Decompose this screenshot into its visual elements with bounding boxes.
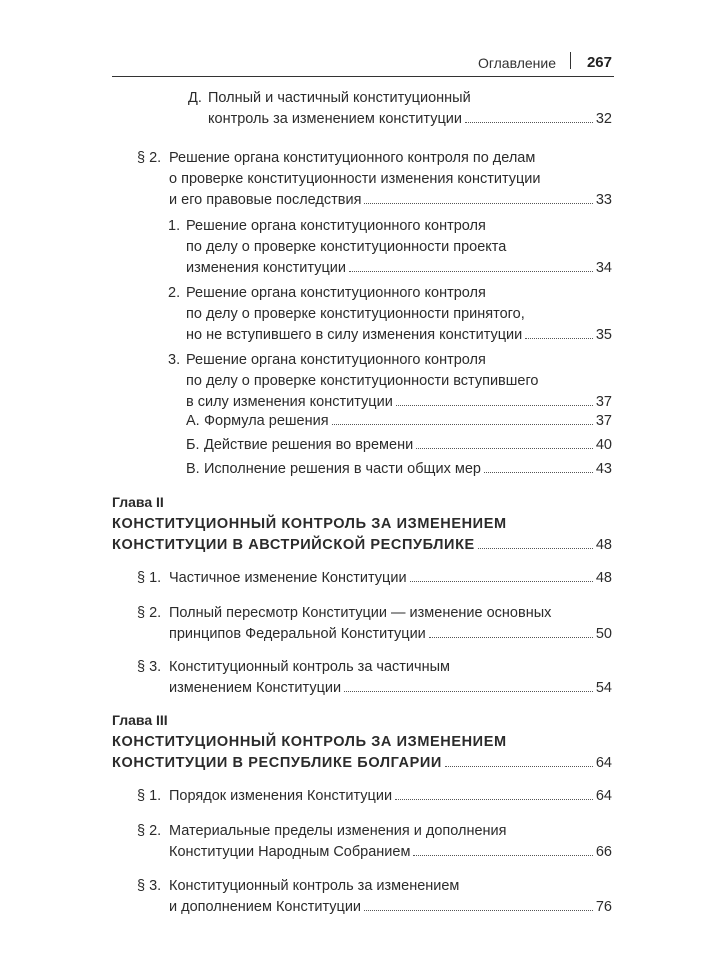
toc-entry-text: изменением Конституции [169, 680, 342, 696]
leader-dots [364, 910, 593, 911]
toc-entry-prefix: § 1. [137, 570, 162, 586]
toc-entry-page: 40 [595, 437, 612, 453]
toc-entry-text: Полный пересмотр Конституции — изменение основных [169, 605, 552, 621]
toc-entry-page: 32 [595, 111, 612, 127]
leader-dots [413, 855, 592, 856]
toc-entry-page: 54 [595, 680, 612, 696]
toc-entry-text: Частичное изменение Конституции [169, 570, 407, 586]
toc-entry[interactable] [137, 657, 612, 699]
toc-entry-text: по делу о проверке конституционности принятого, [186, 306, 525, 322]
toc-entry[interactable] [188, 88, 612, 130]
toc-entry[interactable] [137, 786, 612, 807]
toc-entry[interactable] [186, 411, 612, 432]
toc-entry-text: Решение органа конституционного контроля [186, 285, 486, 301]
toc-entry-prefix: § 1. [137, 788, 162, 804]
toc-entry-text: о проверке конституционности изменения конституции [169, 171, 541, 187]
leader-dots [410, 581, 593, 582]
leader-dots [349, 271, 593, 272]
leader-dots [478, 548, 593, 549]
leader-dots [429, 637, 593, 638]
leader-dots [332, 424, 593, 425]
chapter-label: Глава III [112, 712, 168, 728]
toc-entry-text: Конституционный контроль за изменением [169, 878, 460, 894]
leader-dots [465, 122, 593, 123]
toc-entry-text: Формула решения [204, 413, 329, 429]
toc-entry-text: по делу о проверке конституционности проекта [186, 239, 507, 255]
toc-entry-text: но не вступившего в силу изменения конституции [186, 327, 523, 343]
chapter-title-line: КОНСТИТУЦИОННЫЙ КОНТРОЛЬ ЗА ИЗМЕНЕНИЕМ [112, 516, 507, 532]
toc-entry-prefix: § 2. [137, 605, 162, 621]
toc-entry-page: 76 [595, 899, 612, 915]
toc-entry-page: 33 [595, 192, 612, 208]
toc-entry-page: 48 [595, 570, 612, 586]
toc-entry-text: Материальные пределы изменения и дополнения [169, 823, 507, 839]
running-header [112, 50, 614, 77]
toc-entry-text: Решение органа конституционного контроля [186, 352, 486, 368]
toc-entry-page: 37 [595, 394, 612, 410]
toc-entry[interactable] [168, 283, 612, 346]
toc-entry-text: изменения конституции [186, 260, 346, 276]
toc-entry-text: Порядок изменения Конституции [169, 788, 393, 804]
toc-entry-text: Конституции Народным Собранием [169, 844, 411, 860]
chapter-label: Глава II [112, 494, 164, 510]
leader-dots [484, 472, 593, 473]
toc-entry[interactable] [186, 459, 612, 480]
toc-entry[interactable] [186, 435, 612, 456]
header-separator [570, 52, 572, 69]
toc-entry[interactable] [137, 603, 612, 645]
toc-entry-prefix: 2. [168, 285, 181, 301]
toc-entry-text: по делу о проверке конституционности вступившего [186, 373, 539, 389]
toc-entry-page: 50 [595, 626, 612, 642]
chapter-page: 48 [595, 537, 612, 553]
leader-dots [364, 203, 592, 204]
page-number: 267 [586, 54, 612, 71]
toc-entry-page: 64 [595, 788, 612, 804]
toc-entry-page: 66 [595, 844, 612, 860]
toc-entry[interactable] [137, 876, 612, 918]
toc-entry-prefix: § 2. [137, 823, 162, 839]
chapter-title-line: КОНСТИТУЦИОННЫЙ КОНТРОЛЬ ЗА ИЗМЕНЕНИЕМ [112, 734, 507, 750]
toc-entry-page: 34 [595, 260, 612, 276]
leader-dots [395, 799, 593, 800]
toc-entry-prefix: 3. [168, 352, 181, 368]
toc-entry-prefix: А. [186, 413, 200, 429]
toc-entry-text: Действие решения во времени [204, 437, 414, 453]
toc-entry-prefix: В. [186, 461, 200, 477]
toc-entry[interactable] [137, 821, 612, 863]
toc-entry-text: и дополнением Конституции [169, 899, 362, 915]
toc-entry[interactable] [168, 216, 612, 279]
running-header-section: Оглавление [477, 55, 556, 71]
toc-entry-text: и его правовые последствия [169, 192, 362, 208]
toc-entry-text: принципов Федеральной Конституции [169, 626, 426, 642]
chapter-title [112, 732, 612, 774]
toc-entry-text: Исполнение решения в части общих мер [204, 461, 481, 477]
toc-entry-prefix: 1. [168, 218, 181, 234]
toc-entry-text: в силу изменения конституции [186, 394, 393, 410]
toc-entry-prefix: Б. [186, 437, 200, 453]
toc-entry-prefix: § 3. [137, 878, 162, 894]
toc-entry[interactable] [168, 350, 612, 413]
toc-entry-page: 37 [595, 413, 612, 429]
toc-entry-prefix: § 2. [137, 150, 162, 166]
toc-entry[interactable] [137, 148, 612, 211]
toc-entry-page: 35 [595, 327, 612, 343]
toc-entry[interactable] [137, 568, 612, 589]
toc-entry-text: контроль за изменением конституции [208, 111, 462, 127]
chapter-title [112, 514, 612, 556]
chapter-title-line: КОНСТИТУЦИИ В РЕСПУБЛИКЕ БОЛГАРИИ [112, 755, 442, 771]
toc-entry-text: Решение органа конституционного контроля по делам [169, 150, 536, 166]
leader-dots [344, 691, 593, 692]
toc-entry-page: 43 [595, 461, 612, 477]
toc-entry-text: Конституционный контроль за частичным [169, 659, 450, 675]
chapter-title-line: КОНСТИТУЦИИ В АВСТРИЙСКОЙ РЕСПУБЛИКЕ [112, 537, 475, 553]
leader-dots [416, 448, 593, 449]
chapter-page: 64 [595, 755, 612, 771]
toc-entry-prefix: § 3. [137, 659, 162, 675]
leader-dots [525, 338, 593, 339]
leader-dots [396, 405, 593, 406]
leader-dots [445, 766, 593, 767]
toc-entry-text: Решение органа конституционного контроля [186, 218, 486, 234]
toc-entry-prefix: Д. [188, 90, 202, 106]
toc-entry-text: Полный и частичный конституционный [208, 90, 471, 106]
